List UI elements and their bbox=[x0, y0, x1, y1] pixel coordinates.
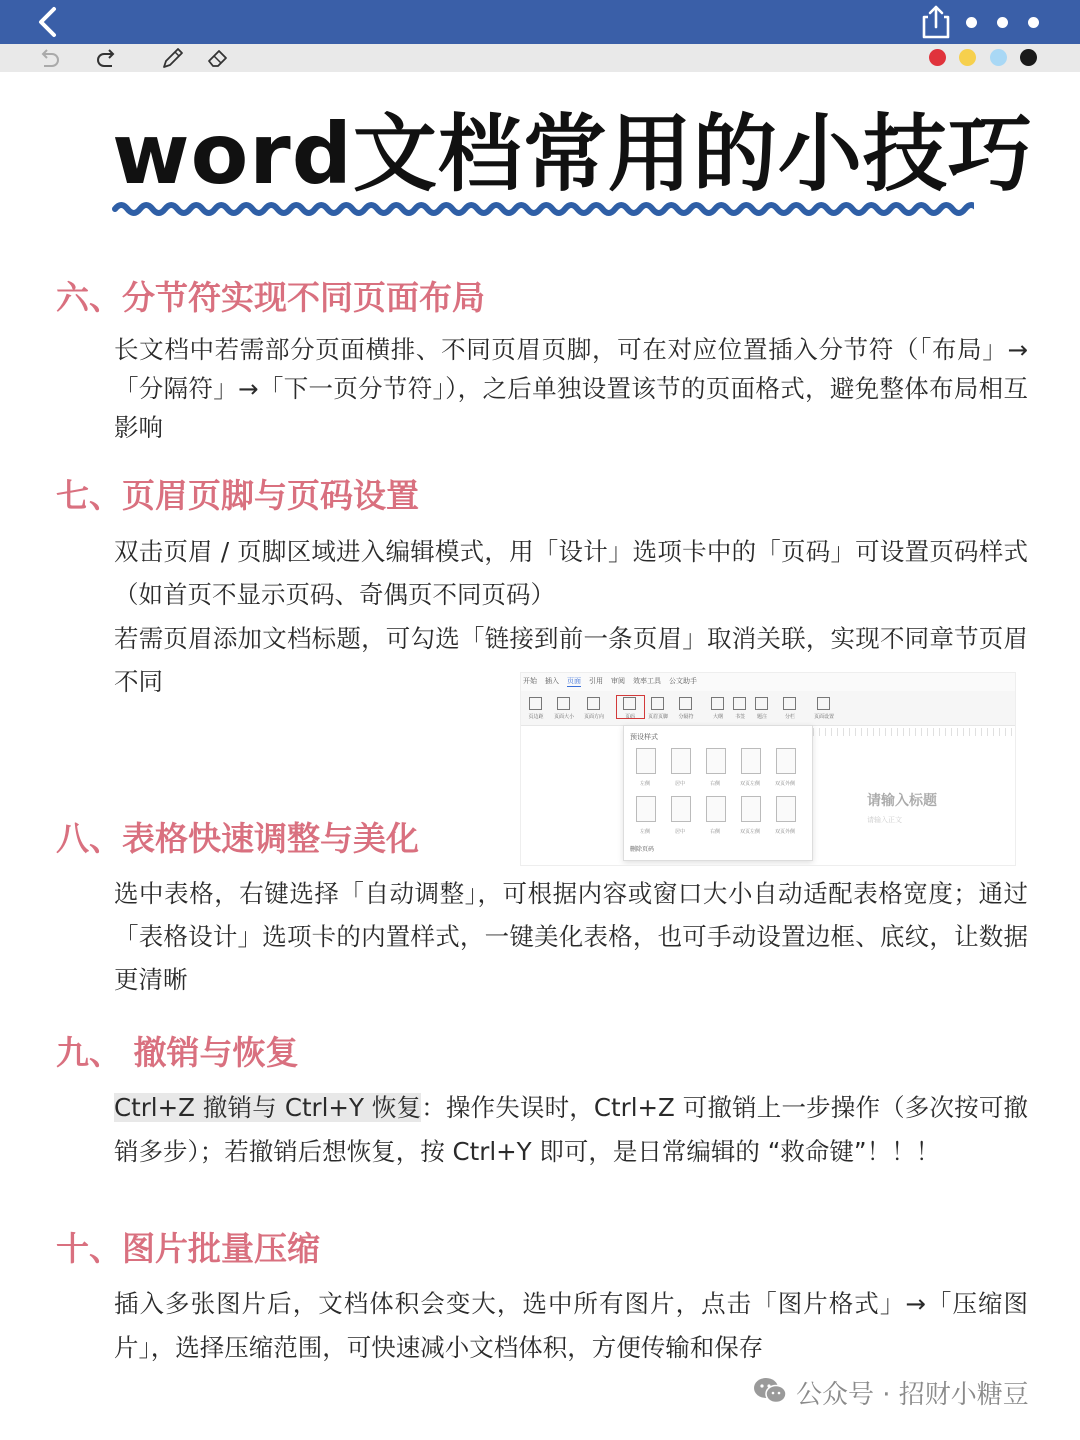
section-heading: 九、 撤销与恢复 bbox=[56, 1033, 299, 1072]
ribbon-tab-active: 页面 bbox=[567, 677, 581, 685]
redo-button[interactable] bbox=[94, 46, 120, 70]
ribbon-button-label: 页面设置 bbox=[813, 714, 834, 720]
ribbon-button-label: 分栏 bbox=[784, 714, 795, 720]
ribbon-tab: 引用 bbox=[589, 677, 603, 685]
page-style-label: 右侧 bbox=[709, 829, 720, 835]
ribbon-button bbox=[811, 695, 837, 721]
page-style-label: 双页外侧 bbox=[774, 781, 795, 787]
color-swatch-yellow[interactable] bbox=[959, 49, 976, 66]
ribbon-button-label: 分隔符 bbox=[678, 714, 694, 720]
chevron-left-icon bbox=[30, 4, 66, 40]
page-style-label: 右侧 bbox=[709, 781, 720, 787]
more-dot-icon bbox=[1028, 17, 1039, 28]
ribbon-button-label: 页码 bbox=[624, 714, 635, 720]
page-number-highlight-box bbox=[616, 695, 645, 719]
page-style-thumb bbox=[636, 748, 656, 774]
more-dot-icon bbox=[997, 17, 1008, 28]
page-title: word文档常用的小技巧 bbox=[112, 105, 1033, 203]
undo-icon bbox=[36, 46, 62, 70]
section-paragraph: 选中表格，右键选择「自动调整」，可根据内容或窗口大小自动适配表格宽度；通过「表格设计」选项卡的内置样式，一键美化表格，也可手动设置边框、底纹，让数据更清晰 bbox=[114, 879, 1028, 994]
ribbon-button bbox=[581, 695, 607, 721]
share-icon bbox=[918, 3, 954, 41]
wechat-icon bbox=[752, 1376, 788, 1406]
ribbon-button-label: 页面方向 bbox=[583, 714, 604, 720]
page-style-label: 左侧 bbox=[639, 829, 650, 835]
undo-button[interactable] bbox=[36, 46, 62, 70]
ribbon-button bbox=[673, 695, 699, 721]
pen-icon bbox=[160, 46, 186, 70]
eraser-icon bbox=[205, 46, 231, 70]
ribbon-tabs bbox=[521, 673, 1015, 691]
dropdown-footer: 删除页码 bbox=[630, 846, 655, 853]
pen-button[interactable] bbox=[160, 46, 186, 70]
ribbon-button bbox=[645, 695, 671, 721]
ribbon-tab: 开始 bbox=[523, 677, 537, 685]
page-style-label: 双页左侧 bbox=[739, 781, 760, 787]
back-button[interactable] bbox=[30, 4, 66, 40]
ribbon-button-label: 题注 bbox=[756, 714, 767, 720]
ribbon-button-label: 页边距 bbox=[528, 714, 544, 720]
page-style-thumb bbox=[776, 796, 796, 822]
watermark-text: 公众号 · 招财小糖豆 bbox=[796, 1380, 1029, 1410]
placeholder-body: 请输入正文 bbox=[867, 816, 902, 824]
shortcut-highlight: Ctrl+Z 撤销与 Ctrl+Y 恢复 bbox=[114, 1093, 422, 1122]
page-style-thumb bbox=[706, 748, 726, 774]
page-style-thumb bbox=[671, 748, 691, 774]
wavy-underline bbox=[112, 198, 974, 220]
section-paragraph: 若需页眉添加文档标题，可勾选「链接到前一条页眉」取消关联，实现不同章节页眉不同 bbox=[114, 624, 1028, 696]
page-style-label: 左侧 bbox=[639, 781, 650, 787]
section-heading: 六、分节符实现不同页面布局 bbox=[56, 278, 485, 317]
section-paragraph bbox=[114, 1086, 1028, 1174]
section-paragraph: 插入多张图片后，文档体积会变大，选中所有图片，点击「图片格式」→「压缩图片」，选择压缩范围，可快速减小文档体积，方便传输和保存 bbox=[114, 1289, 1028, 1362]
page-style-thumb bbox=[706, 796, 726, 822]
section-paragraph: 双击页眉 / 页脚区域进入编辑模式，用「设计」选项卡中的「页码」可设置页码样式（如首页不显示页码、奇偶页不同页码） bbox=[114, 537, 1028, 609]
ruler bbox=[813, 728, 1015, 736]
ribbon-tab: 审阅 bbox=[611, 677, 625, 685]
page-style-label: 双页左侧 bbox=[739, 829, 760, 835]
placeholder-title: 请输入标题 bbox=[867, 793, 937, 809]
color-swatch-red[interactable] bbox=[929, 49, 946, 66]
ribbon-button-label: 大纲 bbox=[712, 714, 723, 720]
ribbon-button-label: 页面大小 bbox=[553, 714, 574, 720]
ribbon-button bbox=[749, 695, 775, 721]
section-heading: 八、表格快速调整与美化 bbox=[56, 819, 419, 858]
embedded-ribbon-screenshot bbox=[520, 672, 1016, 866]
page-style-label: 居中 bbox=[674, 781, 685, 787]
page-style-label: 居中 bbox=[674, 829, 685, 835]
ribbon-tab: 插入 bbox=[545, 677, 559, 685]
ribbon-button-label: 页眉页脚 bbox=[647, 714, 668, 720]
ribbon-button bbox=[551, 695, 577, 721]
page-style-thumb bbox=[776, 748, 796, 774]
more-button[interactable] bbox=[958, 12, 1048, 34]
color-swatch-blue[interactable] bbox=[990, 49, 1007, 66]
ribbon-tab: 效率工具 bbox=[633, 677, 661, 685]
ribbon-button bbox=[777, 695, 803, 721]
page-style-thumb bbox=[671, 796, 691, 822]
page-number-dropdown bbox=[623, 725, 813, 861]
eraser-button[interactable] bbox=[205, 46, 231, 70]
page-style-thumb bbox=[741, 748, 761, 774]
section-heading: 七、页眉页脚与页码设置 bbox=[56, 476, 419, 515]
ribbon-tab: 公文助手 bbox=[669, 677, 697, 685]
section-paragraph: 长文档中若需部分页面横排、不同页眉页脚，可在对应位置插入分节符（「布局」→「分隔符」→「下一页分节符」），之后单独设置该节的页面格式，避免整体布局相互影响 bbox=[114, 335, 1028, 442]
page-style-label: 双页外侧 bbox=[774, 829, 795, 835]
more-dot-icon bbox=[966, 17, 977, 28]
page-style-thumb bbox=[741, 796, 761, 822]
section-paragraph-text: ：操作失误时，Ctrl+Z 可撤销上一步操作（多次按可撤销多步）；若撤销后想恢复，按 Ctrl+Y 即可，是日常编辑的 “救命键”！！！ bbox=[114, 1093, 1028, 1166]
annotation-toolbar bbox=[0, 44, 1080, 72]
page-style-thumb bbox=[636, 796, 656, 822]
ribbon-button-label: 书签 bbox=[734, 714, 745, 720]
app-header bbox=[0, 0, 1080, 44]
section-heading: 十、图片批量压缩 bbox=[56, 1229, 320, 1268]
dropdown-title: 预设样式 bbox=[630, 733, 658, 741]
ribbon-button bbox=[523, 695, 549, 721]
share-button[interactable] bbox=[918, 3, 954, 41]
redo-icon bbox=[94, 46, 120, 70]
ribbon-toolbar bbox=[521, 691, 1015, 726]
color-swatch-black[interactable] bbox=[1020, 49, 1037, 66]
